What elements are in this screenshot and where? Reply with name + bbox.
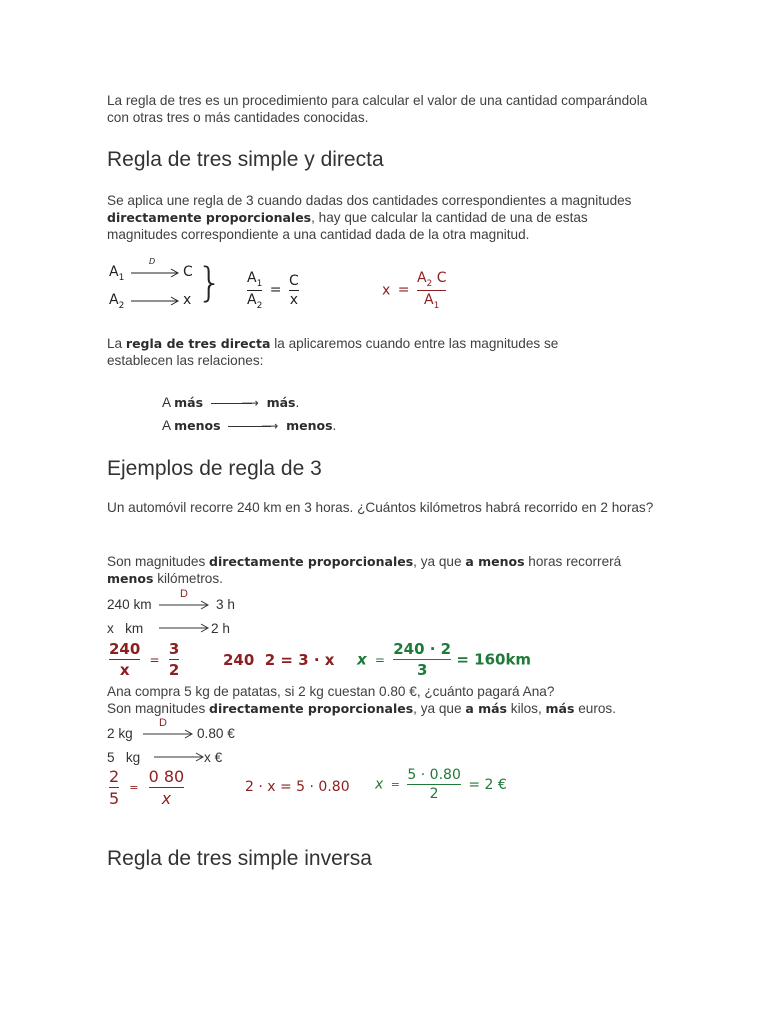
example2-proportion: $\frac{2}{5}$ = $\frac{0 80}{x}$ [109, 767, 185, 808]
example2-question: Ana compra 5 kg de patatas, si 2 kg cuestan 0.80 €, ¿cuánto pagará Ana? [107, 684, 555, 699]
example1-cross-multiplication: 240 2 = 3 · x [223, 651, 335, 669]
example1-question: Un automóvil recorre 240 km en 3 horas. ¿Cuántos kilómetros habrá recorrido en 2 horas? [107, 500, 654, 515]
example1-scheme: 240 km D 3 h x km 2 h [107, 588, 235, 636]
arrow-icon: ⟶ [228, 419, 278, 433]
directa-relation-paragraph: La regla de tres directa la aplicaremos cuando entre las magnitudes se establecen las relaciones: [107, 336, 559, 368]
bold-directamente: directamente proporcionales [107, 210, 312, 225]
intro-paragraph: La regla de tres es un procedimiento para calcular el valor de una cantidad comparándola con otras tres o más cantidades conocidas. [107, 93, 648, 125]
proportion-scheme: $A_1$ D C $A_2$ x } [109, 257, 223, 311]
example2-solution: x = $\frac{5 \cdot 0.80}{2}$ = 2 € [375, 767, 507, 802]
arrow-icon [154, 752, 206, 762]
arrow-icon [131, 296, 183, 306]
example1-explanation: Son magnitudes directamente proporcionales, ya que a menos horas recorrerá menos kilómetros. [107, 554, 622, 586]
arrow-icon [159, 623, 211, 633]
relation-menos: A menos ⟶ menos. [162, 418, 337, 434]
arrow-icon [143, 729, 195, 739]
section-title-ejemplos: Ejemplos de regla de 3 [107, 457, 322, 480]
relation-mas: A más ⟶ más. [162, 395, 300, 411]
directa-paragraph: Se aplica une regla de 3 cuando dadas dos cantidades correspondientes a magnitudes directamente proporcionales, hay que calcular la cantidad de una de estas magnitudes correspondiente a una cantidad dada de la otra magnitud. [107, 193, 632, 242]
example1-proportion: $\frac{240}{x}$ = $\frac{3}{2}$ [109, 640, 180, 679]
section-title-inversa: Regla de tres simple inversa [107, 847, 372, 870]
example2-explanation: Son magnitudes directamente proporcionales, ya que a más kilos, más euros. [107, 701, 616, 716]
arrow-icon [131, 268, 183, 278]
solution-equation: x = $\frac{A_2 C}{A_1}$ [382, 270, 447, 311]
arrow-icon: ⟶ [211, 396, 259, 410]
example1-solution: x = $\frac{240 \cdot 2}{3}$ = 160km [357, 640, 532, 679]
arrow-icon [159, 600, 211, 610]
proportion-equation: $\frac{A_1}{A_2}$ = $\frac{C}{x}$ [247, 270, 299, 311]
example2-cross-multiplication: 2 · x = 5 · 0.80 [245, 779, 350, 795]
example2-scheme: 2 kg D 0.80 € 5 kg x € [107, 717, 235, 765]
section-title-directa: Regla de tres simple y directa [107, 148, 384, 171]
brace: } [197, 260, 223, 306]
